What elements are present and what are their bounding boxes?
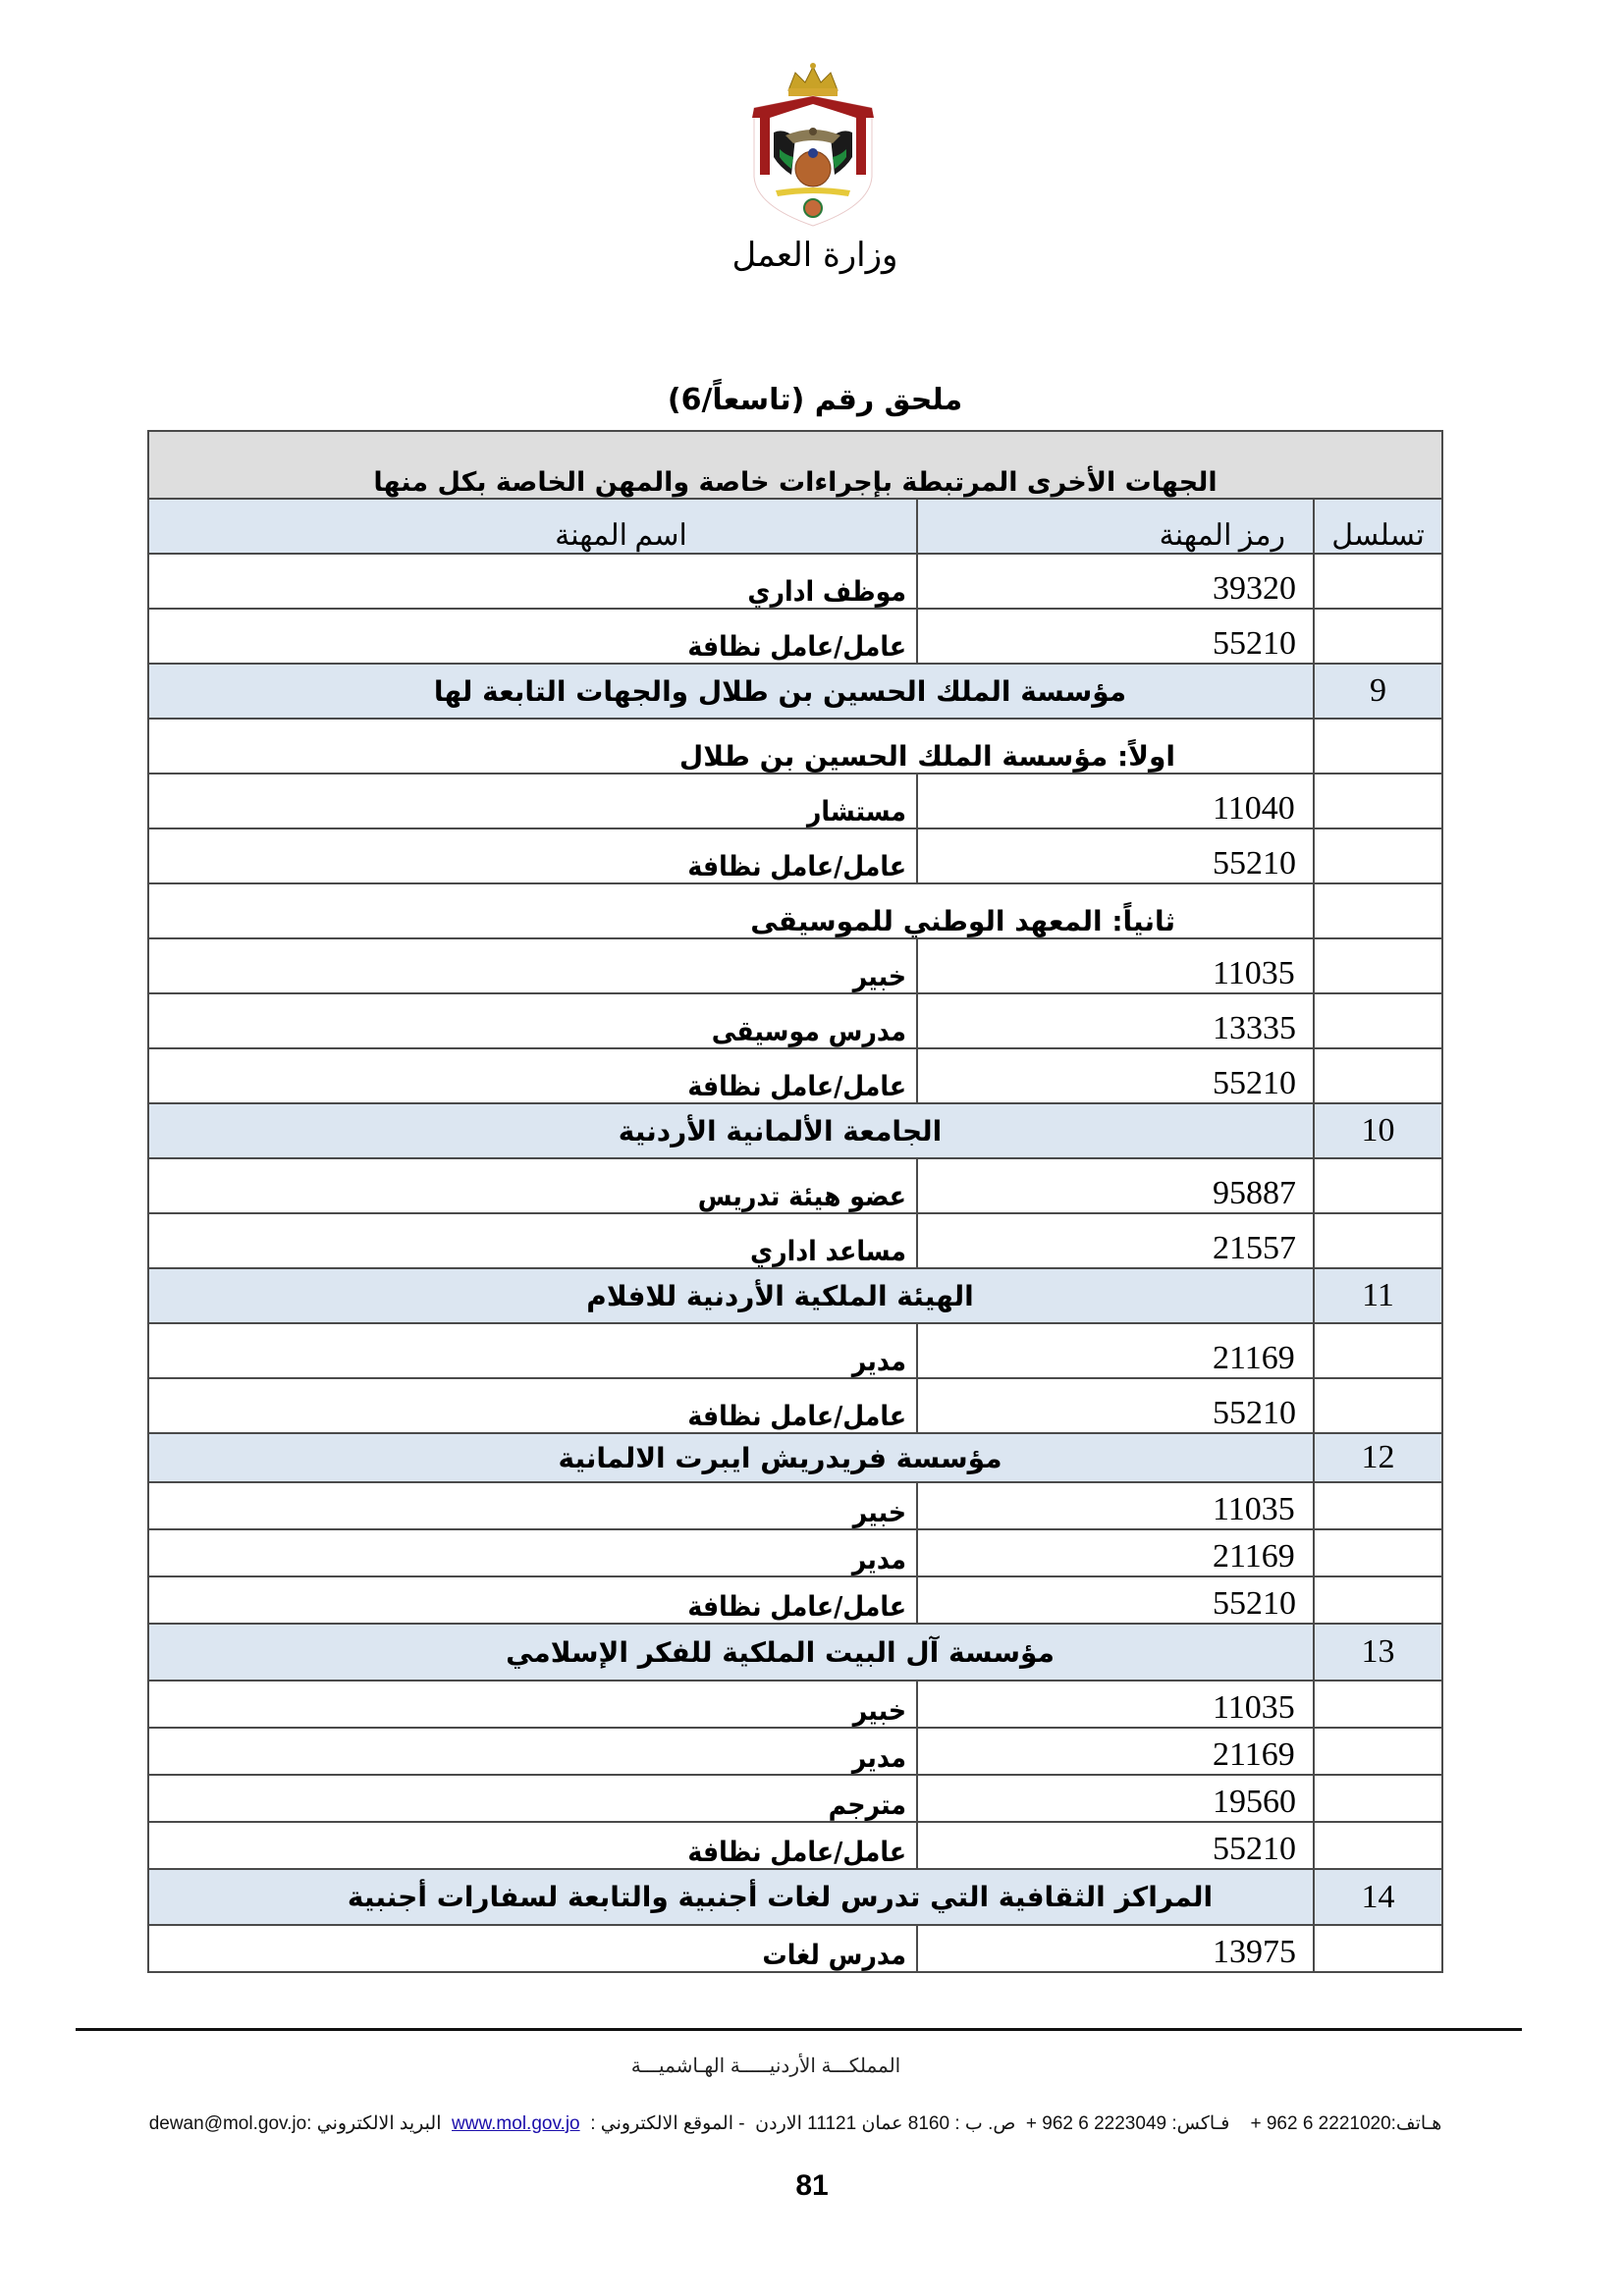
seq-cell (1314, 1482, 1442, 1529)
occupation-name: خبير (148, 1681, 917, 1728)
occupation-code: 21169 (917, 1323, 1314, 1378)
website-link[interactable]: www.mol.gov.jo (452, 2113, 580, 2134)
occupation-name: موظف اداري (148, 554, 917, 609)
phone-number: + 962 6 2221020 (1250, 2113, 1391, 2134)
table-title-row (148, 431, 1442, 499)
occupation-code: 21169 (917, 1728, 1314, 1775)
table-row (148, 1681, 1442, 1728)
ministry-name: وزارة العمل (731, 236, 898, 275)
sub-entity-name: اولاً: مؤسسة الملك الحسين بن طلال (148, 719, 1314, 774)
seq-cell (1314, 883, 1442, 938)
seq-cell (1314, 1576, 1442, 1624)
seq-cell (1314, 774, 1442, 828)
table-row (148, 1482, 1442, 1529)
entity-group-row (148, 1103, 1442, 1158)
po-box: ص. ب : 8160 عمان 11121 الاردن (755, 2113, 1016, 2134)
entity-name: مؤسسة فريدريش ايبرت الالمانية (148, 1433, 1314, 1482)
occupation-code: 39320 (917, 554, 1314, 609)
seq-cell (1314, 719, 1442, 774)
seq-cell (1314, 938, 1442, 993)
table-row (148, 774, 1442, 828)
seq-cell (1314, 828, 1442, 883)
seq-cell (1314, 1048, 1442, 1103)
column-header-code: رمز المهنة (917, 499, 1314, 554)
entity-group-row (148, 1433, 1442, 1482)
table-row (148, 609, 1442, 664)
occupation-code: 11035 (917, 1681, 1314, 1728)
occupation-code: 55210 (917, 609, 1314, 664)
sub-entity-row (148, 719, 1442, 774)
sub-entity-name: ثانياً: المعهد الوطني للموسيقى (148, 883, 1314, 938)
occupation-name: عامل/عامل نظافة (148, 1822, 917, 1869)
occupation-code: 13975 (917, 1925, 1314, 1972)
seq-cell (1314, 1728, 1442, 1775)
occupation-code: 55210 (917, 1378, 1314, 1433)
occupation-name: عامل/عامل نظافة (148, 1378, 917, 1433)
entity-name: الجامعة الألمانية الأردنية (148, 1103, 1314, 1158)
entity-group-row (148, 1624, 1442, 1681)
table-row (148, 1728, 1442, 1775)
occupation-code: 19560 (917, 1775, 1314, 1822)
occupation-code: 11035 (917, 938, 1314, 993)
table-row (148, 938, 1442, 993)
fax-number: + 962 6 2223049 (1025, 2113, 1167, 2134)
entity-group-row (148, 1268, 1442, 1323)
occupation-code: 55210 (917, 828, 1314, 883)
table-row (148, 1048, 1442, 1103)
seq-cell (1314, 554, 1442, 609)
email-label: البريد الالكتروني : (306, 2113, 442, 2134)
column-header-name: اسم المهنة (148, 499, 917, 554)
seq-cell (1314, 1822, 1442, 1869)
table-row (148, 1213, 1442, 1268)
occupation-name: مدير (148, 1728, 917, 1775)
footer-divider (76, 2028, 1522, 2031)
occupation-name: عامل/عامل نظافة (148, 1576, 917, 1624)
occupation-name: مدرس لغات (148, 1925, 917, 1972)
table-row (148, 828, 1442, 883)
seq-cell (1314, 1681, 1442, 1728)
entity-seq: 14 (1314, 1869, 1442, 1925)
occupation-code: 21557 (917, 1213, 1314, 1268)
seq-cell (1314, 1775, 1442, 1822)
sub-entity-row (148, 883, 1442, 938)
entity-seq: 11 (1314, 1268, 1442, 1323)
occupation-name: مترجم (148, 1775, 917, 1822)
occupation-name: خبير (148, 938, 917, 993)
entity-name: المراكز الثقافية التي تدرس لغات أجنبية والتابعة لسفارات أجنبية (148, 1869, 1314, 1925)
occupation-code: 95887 (917, 1158, 1314, 1213)
occupation-name: عضو هيئة تدريس (148, 1158, 917, 1213)
occupation-code: 13335 (917, 993, 1314, 1048)
table-row (148, 1775, 1442, 1822)
occupation-name: خبير (148, 1482, 917, 1529)
column-header-row (148, 499, 1442, 554)
entity-seq: 10 (1314, 1103, 1442, 1158)
occupation-name: عامل/عامل نظافة (148, 1048, 917, 1103)
seq-cell (1314, 609, 1442, 664)
page-number: 81 (795, 2169, 829, 2202)
occupation-code: 55210 (917, 1048, 1314, 1103)
entity-name: مؤسسة الملك الحسين بن طلال والجهات التابعة لها (148, 664, 1314, 719)
occupation-name: مدرس موسيقى (148, 993, 917, 1048)
annex-title: ملحق رقم (تاسعاً/6) (667, 383, 963, 417)
occupation-name: مستشار (148, 774, 917, 828)
seq-cell (1314, 1158, 1442, 1213)
occupation-code: 55210 (917, 1576, 1314, 1624)
website-label: - الموقع الالكتروني : (590, 2113, 745, 2134)
table-row (148, 993, 1442, 1048)
footer-kingdom: المملكـــة الأردنيـــــة الهـاشميـــة (630, 2056, 901, 2077)
entity-name: الهيئة الملكية الأردنية للافلام (148, 1268, 1314, 1323)
occupation-code: 11035 (917, 1482, 1314, 1529)
occupations-table (147, 430, 1443, 1973)
table-row (148, 1323, 1442, 1378)
occupation-code: 11040 (917, 774, 1314, 828)
seq-cell (1314, 1925, 1442, 1972)
occupation-name: مدير (148, 1323, 917, 1378)
email-address: dewan@mol.gov.jo (148, 2113, 307, 2134)
entity-group-row (148, 664, 1442, 719)
occupation-name: مساعد اداري (148, 1213, 917, 1268)
table-row (148, 1822, 1442, 1869)
seq-cell (1314, 1213, 1442, 1268)
seq-cell (1314, 1323, 1442, 1378)
entity-name: مؤسسة آل البيت الملكية للفكر الإسلامي (148, 1624, 1314, 1681)
occupation-code: 55210 (917, 1822, 1314, 1869)
fax-label: فـاكس: (1171, 2113, 1230, 2134)
table-row (148, 1158, 1442, 1213)
seq-cell (1314, 993, 1442, 1048)
table-title: الجهات الأخرى المرتبطة بإجراءات خاصة والمهن الخاصة بكل منها (148, 431, 1442, 499)
table-row (148, 554, 1442, 609)
entity-seq: 9 (1314, 664, 1442, 719)
table-row (148, 1925, 1442, 1972)
table-row (148, 1378, 1442, 1433)
column-header-seq: تسلسل (1314, 499, 1442, 554)
phone-label: هـاتف: (1390, 2113, 1442, 2134)
seq-cell (1314, 1378, 1442, 1433)
occupation-name: عامل/عامل نظافة (148, 609, 917, 664)
seq-cell (1314, 1529, 1442, 1576)
entity-seq: 12 (1314, 1433, 1442, 1482)
occupation-code: 21169 (917, 1529, 1314, 1576)
footer-contact (59, 2112, 1532, 2135)
jordan-coat-of-arms-icon (734, 59, 892, 236)
entity-seq: 13 (1314, 1624, 1442, 1681)
entity-group-row (148, 1869, 1442, 1925)
table-row (148, 1576, 1442, 1624)
occupation-name: مدير (148, 1529, 917, 1576)
table-row (148, 1529, 1442, 1576)
occupation-name: عامل/عامل نظافة (148, 828, 917, 883)
